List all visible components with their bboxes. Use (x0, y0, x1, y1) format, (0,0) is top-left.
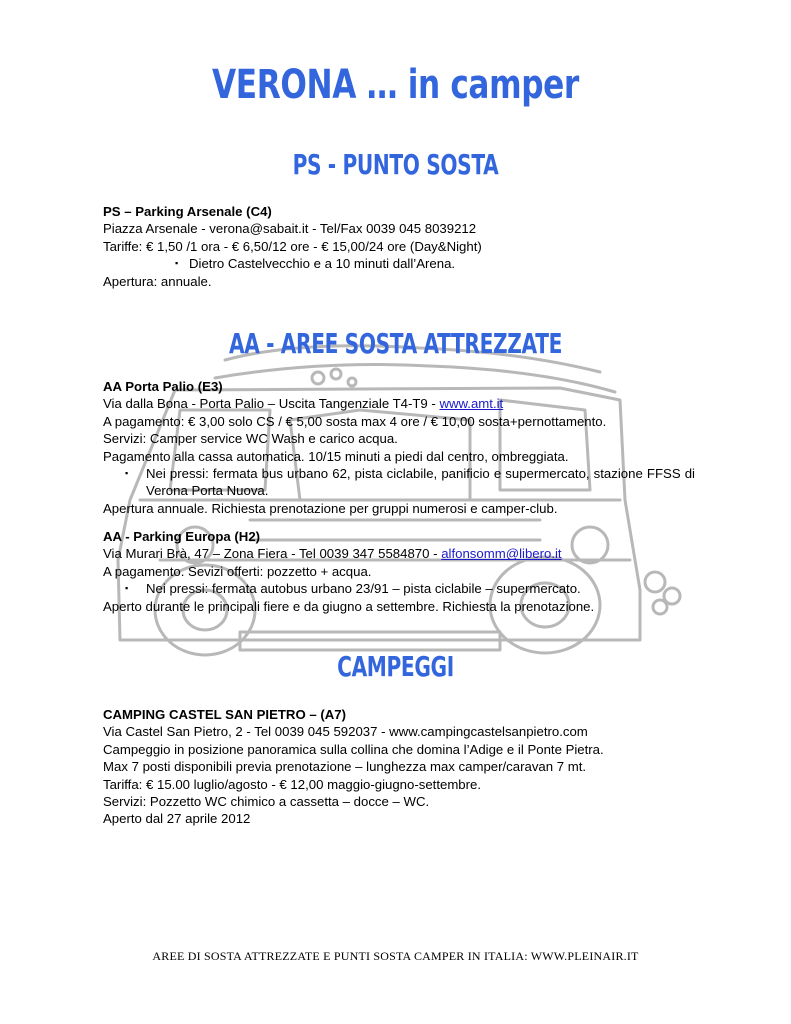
entry-opening: Apertura annuale. Richiesta prenotazione per gruppi numerosi e camper-club. (103, 500, 558, 516)
entry-bullet (103, 580, 695, 597)
aa-parking-europa-entry (103, 528, 695, 615)
entry-bullet (103, 255, 695, 272)
entry-bullet (103, 465, 695, 500)
bullet-text: Dietro Castelvecchio e a 10 minuti dall’Arena. (189, 256, 456, 272)
entry-services: Servizi: Pozzetto WC chimico a cassetta – docce – WC. (103, 794, 430, 810)
bullet-text: Nei pressi: fermata autobus urbano 23/91 – pista ciclabile – supermercato. (146, 581, 581, 597)
bullet-icon: ▪ (125, 468, 129, 479)
entry-name: PS – Parking Arsenale (C4) (103, 204, 272, 219)
entry-payment: A pagamento. Sevizi offerti: pozzetto + acqua. (103, 563, 372, 579)
section-title-campeggi: CAMPEGGI (337, 650, 454, 683)
page-footer: AREE DI SOSTA ATTREZZATE E PUNTI SOSTA CAMPER IN ITALIA: WWW.PLEINAIR.IT (152, 949, 639, 963)
bullet-icon: ▪ (175, 258, 179, 269)
entry-opening: Aperto durante le principali fiere e da giugno a settembre. Richiesta la prenotazione. (103, 598, 595, 614)
entry-name: AA Porta Palio (E3) (103, 379, 223, 394)
bullet-text: Nei pressi: fermata bus urbano 62, pista ciclabile, panificio e supermercato, stazione FFSS di Verona Porta Nuova. (146, 466, 695, 499)
entry-services: Servizi: Camper service WC Wash e carico acqua. (103, 431, 398, 447)
page-title: VERONA … in camper (212, 62, 579, 108)
entry-tariffs: Tariffa: € 15.00 luglio/agosto - € 12,00 maggio-giugno-settembre. (103, 776, 482, 792)
entry-opening: Aperto dal 27 aprile 2012 (103, 811, 251, 827)
section-title-aree-sosta: AA - AREE SOSTA ATTREZZATE (228, 327, 563, 360)
entry-description: Campeggio in posizione panoramica sulla collina che domina l’Adige e il Ponte Pietra. (103, 741, 604, 757)
entry-payment: A pagamento: € 3,00 solo CS / € 5,00 sosta max 4 ore / € 10,00 sosta+pernottamento. (103, 413, 607, 429)
amt-website-link[interactable]: www.amt.it (439, 396, 504, 412)
entry-note: Pagamento alla cassa automatica. 10/15 minuti a piedi dal centro, ombreggiata. (103, 448, 569, 464)
section-title-punto-sosta: PS - PUNTO SOSTA (292, 148, 499, 181)
entry-name: AA - Parking Europa (H2) (103, 529, 261, 544)
entry-name: CAMPING CASTEL SAN PIETRO – (A7) (103, 707, 347, 722)
address-text: Via Murari Brà, 47 – Zona Fiera - Tel 0039 347 5584870 - (103, 546, 442, 562)
aa-porta-palio-entry (103, 378, 695, 517)
entry-address: Via Castel San Pietro, 2 - Tel 0039 045 592037 - www.campingcastelsanpietro.com (103, 724, 588, 740)
entry-capacity: Max 7 posti disponibili previa prenotazione – lunghezza max camper/caravan 7 mt. (103, 759, 587, 775)
entry-address (103, 395, 695, 412)
camping-castel-san-pietro-entry (103, 706, 695, 828)
entry-address: Piazza Arsenale - verona@sabait.it - Tel/Fax 0039 045 8039212 (103, 221, 477, 237)
email-link[interactable]: alfonsomm@libero.it (441, 546, 562, 562)
entry-address (103, 545, 695, 562)
entry-opening: Apertura: annuale. (103, 273, 212, 289)
ps-parking-arsenale-entry (103, 203, 695, 290)
entry-tariffs: Tariffe: € 1,50 /1 ora - € 6,50/12 ore - € 15,00/24 ore (Day&Night) (103, 238, 482, 254)
address-text: Via dalla Bona - Porta Palio – Uscita Tangenziale T4-T9 - (103, 396, 440, 412)
bullet-icon: ▪ (125, 583, 129, 594)
